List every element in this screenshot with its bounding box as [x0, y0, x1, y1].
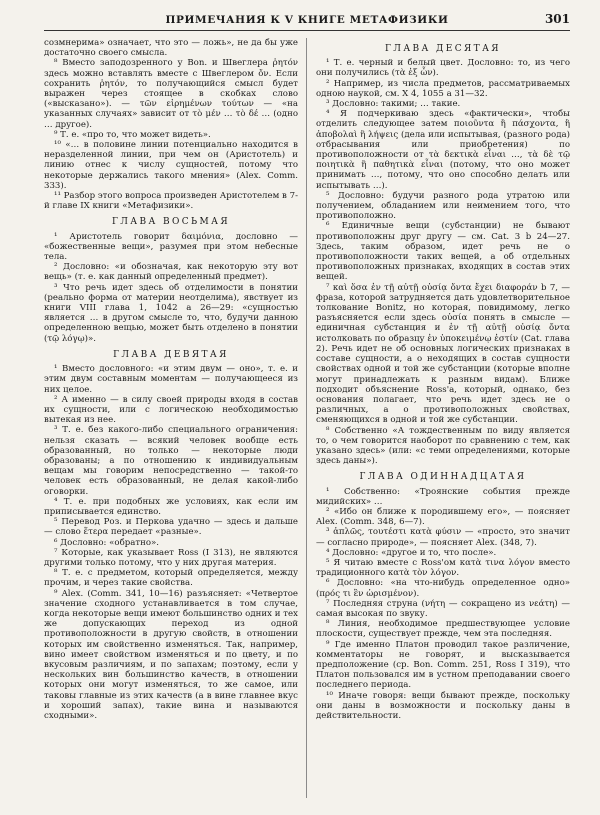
footnote: ⁵ Дословно: будучи разного рода утратою или получением, обладанием или неимением того, что противоположно. — [316, 190, 570, 222]
footnote: созмнерима» означает, что это — ложь», не да бы уже достаточно своего смысла. — [44, 38, 298, 59]
footnote: ³ ἁπλῶς, τουτέστι κατὰ φύσιν — «просто, это значит — согласно природе», — поясняет Alex. (348, 7). — [316, 527, 570, 548]
footnote: ⁷ Которые, как указывает Ross (I 313), не являются другими только потому, что у них другая материя. — [44, 547, 298, 568]
running-title: ПРИМЕЧАНИЯ К V КНИГЕ МЕТАФИЗИКИ — [165, 14, 449, 26]
footnote: ³ Т. е. без какого-либо специального ограничения: нельзя сказать — всякий человек вообще есть образованный, но только — некоторые люди образованы; а по отношению к индивидуальным вещам мы говорим непосредственно — такой-то человек есть образованный, не делая какой-либо оговорки. — [44, 425, 298, 497]
footnote: ¹¹ Разбор этого вопроса произведен Аристотелем в 7-й главе IX книги «Метафизики». — [44, 191, 298, 212]
footnote: ² А именно — в силу своей природы входя в состав их сущности, или с логическою необходимостью вытекая из нее. — [44, 394, 298, 426]
footnote: ⁸ Собственно «А тождественным по виду является то, о чем говорится наоборот по сравнению с тем, как указано здесь» (или: «с теми определениями, которые здесь даны»). — [316, 425, 570, 467]
footnote: ⁵ Я читаю вместе с Ross'ом κατὰ τινα λόγον вместо традиционного κατὰ τὸν λόγον. — [316, 557, 570, 579]
chapter-heading-9: ГЛАВА ДЕВЯТАЯ — [113, 349, 229, 360]
footnote: ⁴ Т. е. при подобных же условиях, как если им приписывается единство. — [44, 496, 298, 517]
left-column — [44, 38, 298, 798]
right-column — [316, 38, 570, 798]
chapter-heading-11: ГЛАВА ОДИННАДЦАТАЯ — [359, 472, 527, 483]
footnote: ⁹ Т. е. «про то, что может видеть». — [54, 129, 211, 140]
footnote: ⁶ Единичные вещи (субстанции) не бывают противоположны друг другу — см. Cat. 3 b 24—27. Здесь, таким образом, идет речь не о противоположности таких вещей, а об отдельных противоположных признаках, входящих в состав этих вещей. — [316, 221, 570, 283]
footnote: ⁶ Дословно: «обратно». — [54, 537, 160, 548]
footnote: ⁸ Т. е. с предметом, который определяется, между прочим, и через такие свойства. — [44, 568, 298, 589]
footnote: ⁷ Последняя струна (νήτη — сокращено из νεάτη) — самая высокая по звуку. — [316, 598, 570, 619]
footnote: ² Дословно: «и обозначая, как некоторую эту вот вещь» (т. е. как данный определенный предмет). — [44, 262, 298, 283]
footnote: ⁷ καὶ ὅσα ἐν τῇ αὐτῇ οὐσίᾳ ὄντα ἔχει διαφοράν b 7, — фраза, которой затрудняется дать удовлетворительное толкование Bonitz, но которая, повидимому, легко разъясняется если здесь οὐσία понять в смысле — единичная субстанция и ἐν τῇ αὐτῇ οὐσίᾳ ὄντα истолковать по образцу ἐν ὑποκειμένῳ ἐστίν (Cat. глава 2). Речь идет не об основных логических признаках в составе сущности, а о неходящих в состав сущности свойствах одной и той же субстанции (которые вполне могут принадлежать к разным видам). Ближе подходит объяснение Ross'а, который, однако, без основания полагает, что речь идет здесь не о различных, а о противоположных свойствах, сменяющихся в одной и той же субстанции. — [316, 282, 570, 426]
footnote: ¹ Т. е. черный и белый цвет. Дословно: то, из чего они получились (τὰ ἐξ ὧν). — [316, 58, 570, 79]
page-header — [44, 14, 570, 31]
footnote: ² «Ибо он ближе к породившему его», — поясняет Alex. (Comm. 348, 6—7). — [316, 506, 570, 528]
footnote: ³ Дословно: такими; … такие. — [326, 99, 461, 110]
column-divider — [306, 38, 307, 798]
footnote: ⁹ Где именно Платон проводил такое различение, комментаторы не говорят, и высказывается предположение (ср. Bon. Comm. 251, Ross I 319), что Платон пользовался им в устном преподавании своего последнего периода. — [316, 639, 570, 691]
footnote: ¹⁰ Иначе говоря: вещи бывают прежде, поскольку они даны в возможности и поскольку даны в действительности. — [316, 690, 570, 721]
footnote: ⁸ Вместо заподозренного у Bon. и Швеглера ῥητόν здесь можно вставлять вместе с Швеглером ὄν. Если сохранить ῥητόν, то получающийся смысл будет выражен через стоящее в скобках слово («высказано»). — τῶν εἰρημένων τούτων — «на указанных случаях» зависит от τὸ μέν … τὸ δέ … (одно … другое). — [44, 58, 298, 130]
footnote: ¹ Собственно: «Троянские события прежде мидийских» … — [316, 486, 570, 507]
footnote: ² Например, из числа предметов, рассматриваемых одною наукой, см. X 4, 1055 a 31—32. — [316, 78, 570, 99]
footnote: ⁴ Дословно: «другое и то, что после». — [326, 547, 497, 558]
footnote: ¹⁰ «… в половине линии потенциально находится в неразделенной линии, при чем он (Аристотель) и линию отнес к числу сущностей, потому что некоторые держались такого мнения» (Alex. Comm. 333). — [44, 140, 298, 191]
footnote: ¹ Вместо дословного: «и этим двум — оно», т. е. и этим двум составным моментам — получающееся из них целое. — [44, 364, 298, 395]
footnote: ¹ Аристотель говорит δαιμόνια, дословно — «божественные вещи», разумея при этом небесные тела. — [44, 231, 298, 263]
footnote: ⁶ Дословно: «на что-нибудь определенное одно» (πρός τι ἓν ὡρισμένον). — [316, 578, 570, 599]
footnote: ⁴ Я подчеркиваю здесь «фактически», чтобы отделить следующее затем ποιοῦντα ἢ πάσχοντα, ἢ ἀποβολαὶ ἢ λήψεις (дела или испытывая, (разного рода) отбрасывания или приобретения) по противоположности от τὰ δεκτικὰ εἶναι …, τὰ δὲ τῷ ποιητικὰ ἢ παθητικὰ εἶναι (потому, что оно может принимать …, потому, что оно способно делать или испытывать …). — [316, 109, 570, 191]
page-number: 301 — [544, 12, 570, 26]
footnote: ⁹ Alex. (Comm. 341, 10—16) разъясняет: «Четвертое значение сходного устанавливается в том случае, когда некоторые вещи имеют большинство одних и тех же допускающих переход из одной противоположности в другую свойств, в отношении которых им свойственно изменяться. Так, например, вино имеет свойством изменяться и по цвету, и по вкусовым различиям, и по запахам; поэтому, если у нескольких вин большинство качеств, в отношении которых они могут изменяться, то же самое, или таковы главные из этих качеств (а в вине главнее вкус и хороший запах), такие вина и называются сходными». — [44, 588, 298, 721]
footnote: ³ Что речь идет здесь об отделимости в понятии (реально форма от материи неотделима), явствует из книги VIII глава 1, 1042 a 26—29: «сущностью является … в другом смысле то, что, будучи данною определенною вещью, может быть отделено в понятии (τῷ λόγῳ)». — [44, 282, 298, 344]
chapter-heading-8: ГЛАВА ВОСЬМАЯ — [111, 217, 231, 228]
chapter-heading-10: ГЛАВА ДЕСЯТАЯ — [385, 44, 501, 54]
footnote: ⁸ Линия, необходимое предшествующее условие плоскости, существует прежде, чем эта последняя. — [316, 619, 570, 640]
footnote: ⁵ Перевод Роз. и Перкова удачно — здесь и дальше — слово ἕτερα передает «разные». — [44, 517, 298, 538]
